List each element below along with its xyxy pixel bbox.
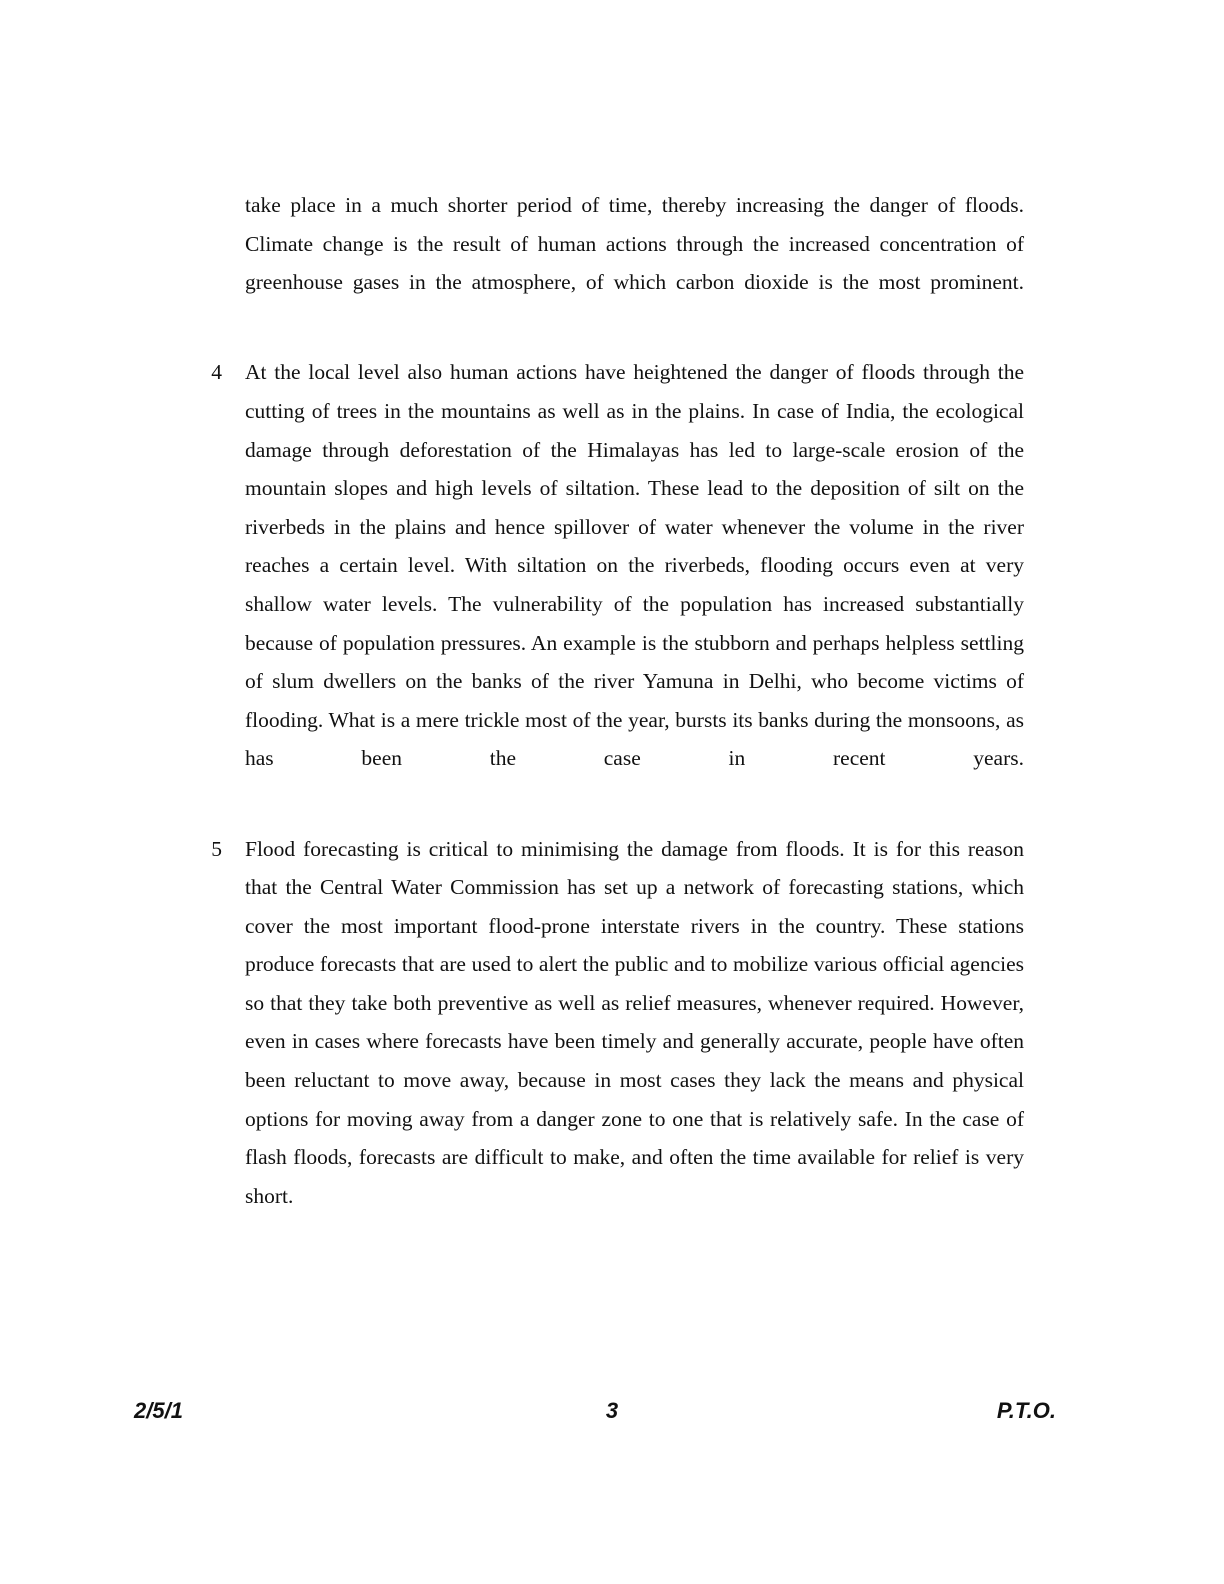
paper-code: 2/5/1 [134,1398,183,1423]
paragraph-4 [196,353,1024,816]
paragraph-text: take place in a much shorter period of time, thereby increasing the danger of floods. Climate change is the result of human actions through the increased concentration of greenhouse gases in the atmosphere, of which carbon dioxide is the most prominent. [245,193,1024,295]
paragraph-continuation [196,186,1024,340]
paragraph-text: At the local level also human actions have heightened the danger of floods through the cutting of trees in the mountains as well as in the plains. In case of India, the ecological damage through deforestation of the Himalayas has led to large-scale erosion of the mountain slopes and high levels of siltation. These lead to the deposition of silt on the riverbeds in the plains and hence spillover of water whenever the volume in the river reaches a certain level. With siltation on the riverbeds, flooding occurs even at very shallow water levels. The vulnerability of the population has increased substantially because of population pressures. An example is the stubborn and perhaps helpless settling of slum dwellers on the banks of the river Yamuna in Delhi, who become victims of flooding. What is a mere trickle most of the year, bursts its banks during the monsoons, as has been the case in recent years. [245,360,1024,771]
page-footer [0,1396,1224,1440]
page-body-text [196,186,1024,1254]
paragraph-number: 4 [211,360,222,385]
paragraph-5 [196,830,1024,1255]
paragraph-text: Flood forecasting is critical to minimising the damage from floods. It is for this reason that the Central Water Commission has set up a network of forecasting stations, which cover the most important flood-prone interstate rivers in the country. These stations produce forecasts that are used to alert the public and to mobilize various official agencies so that they take both preventive as well as relief measures, whenever required. However, even in cases where forecasts have been timely and generally accurate, people have often been reluctant to move away, because in most cases they lack the means and physical options for moving away from a danger zone to one that is relatively safe. In the case of flash floods, forecasts are difficult to make, and often the time available for relief is very short. [245,836,1024,1208]
turn-over-note: P.T.O. [996,1398,1056,1423]
paragraph-number: 5 [211,836,222,861]
page-number: 3 [605,1398,619,1423]
